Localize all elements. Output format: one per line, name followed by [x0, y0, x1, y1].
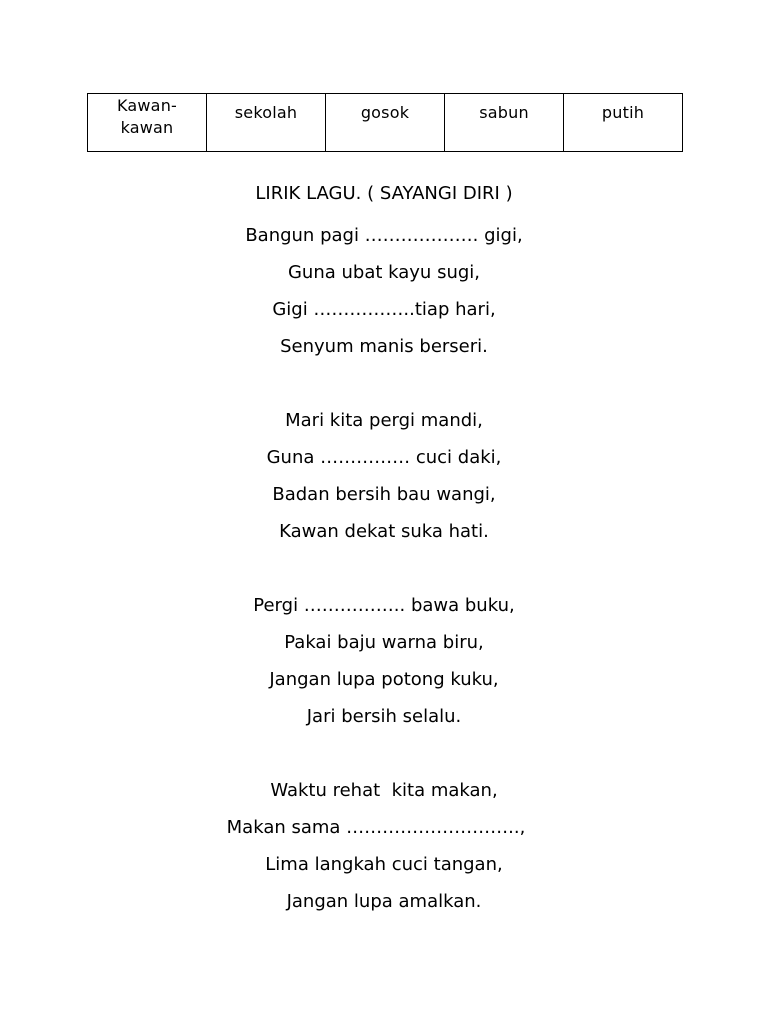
- word-bank-cell: [207, 94, 326, 152]
- word-bank-word: sekolah: [234, 103, 298, 122]
- lyric-line: Waktu rehat kita makan,: [270, 780, 498, 801]
- lyric-line: Makan sama ………………………..,: [226, 817, 526, 838]
- lyric-line: Jangan lupa amalkan.: [286, 891, 482, 912]
- word-bank-row: [88, 94, 683, 152]
- word-bank-word: Kawan- kawan: [116, 96, 178, 137]
- lyric-line: Lima langkah cuci tangan,: [265, 854, 503, 875]
- lyric-line: Bangun pagi ………………. gigi,: [245, 225, 523, 246]
- lyric-line: Mari kita pergi mandi,: [285, 410, 483, 431]
- word-bank-cell: [326, 94, 445, 152]
- song-title: LIRIK LAGU. ( SAYANGI DIRI ): [255, 183, 513, 204]
- word-bank-table: [87, 93, 683, 152]
- lyric-line: Jari bersih selalu.: [306, 706, 462, 727]
- lyric-line: Pergi …………….. bawa buku,: [253, 595, 515, 616]
- lyric-line: Kawan dekat suka hati.: [279, 521, 489, 542]
- word-bank-cell: [564, 94, 683, 152]
- lyric-line: Jangan lupa potong kuku,: [269, 669, 499, 690]
- lyric-line: Guna …………… cuci daki,: [266, 447, 502, 468]
- lyric-line: Senyum manis berseri.: [280, 336, 488, 357]
- word-bank-word: putih: [601, 103, 645, 122]
- word-bank-word: gosok: [360, 103, 410, 122]
- lyric-line: Guna ubat kayu sugi,: [287, 262, 480, 283]
- word-bank-cell: [88, 94, 207, 152]
- word-bank-cell: [445, 94, 564, 152]
- lyric-line: Pakai baju warna biru,: [284, 632, 484, 653]
- lyric-line: Gigi ……………..tiap hari,: [272, 299, 496, 320]
- lyric-line: Badan bersih bau wangi,: [272, 484, 496, 505]
- word-bank-word: sabun: [479, 103, 529, 122]
